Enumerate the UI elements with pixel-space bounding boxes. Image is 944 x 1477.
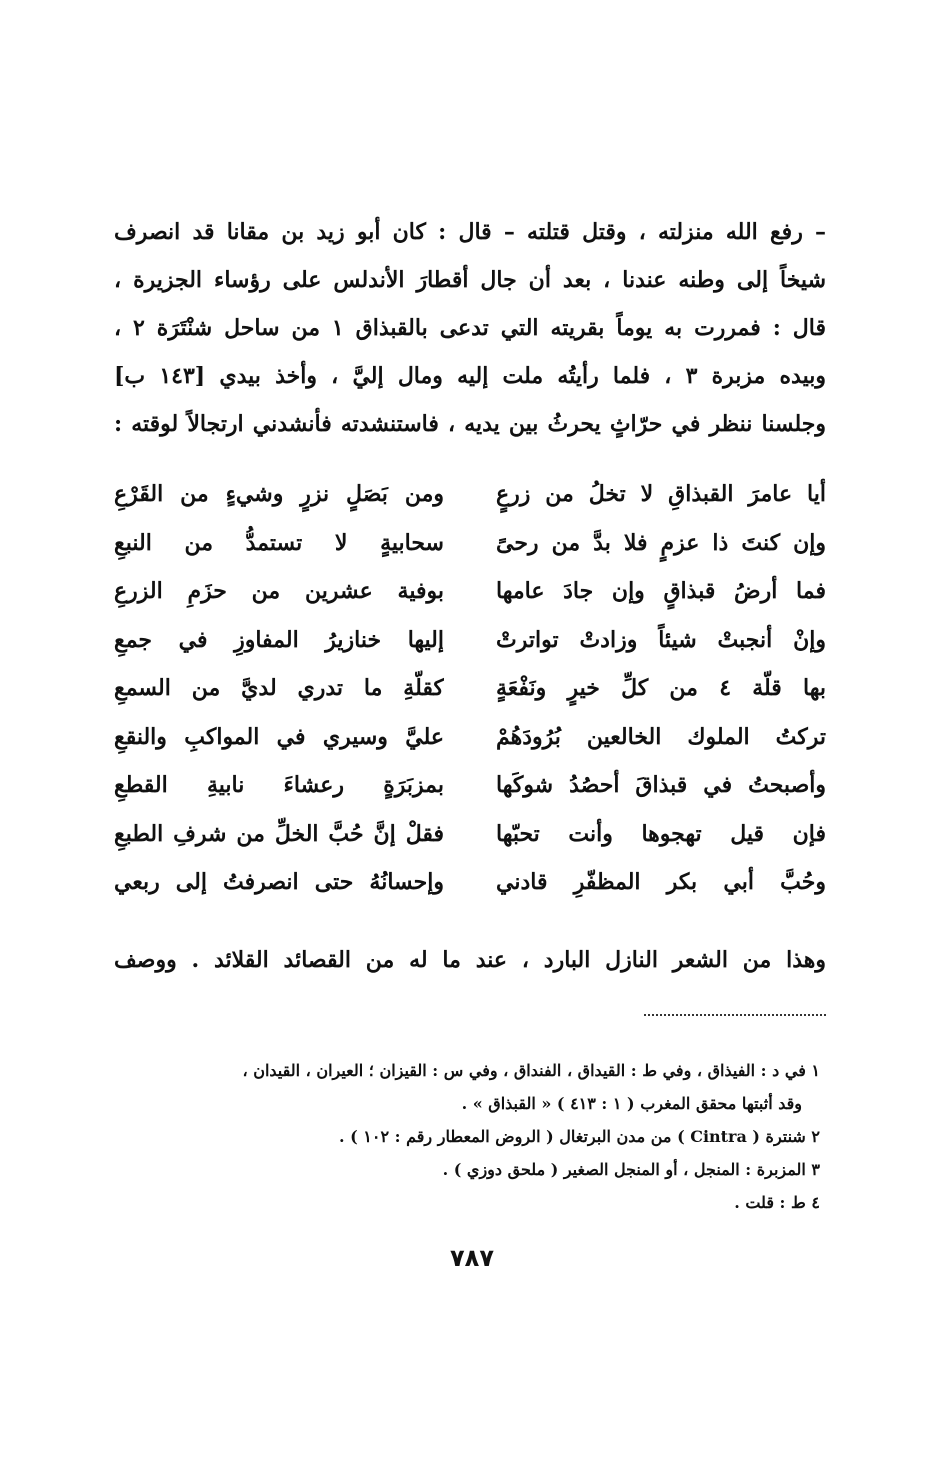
verse-first-hemistich: فما أرضُ قبذاقٍ وإن جادَ عامها xyxy=(496,578,826,605)
verse-second-hemistich: ومن بَصَلٍ نزرٍ وشيءٍ من القَرْعِ xyxy=(114,481,444,508)
prose-line: قال : فمررت به يوماً بقريته التي تدعى بالقبذاق ١ من ساحل شنْتَرَة ٢ ، xyxy=(114,315,826,341)
verse-first-hemistich: فإن قيل تهجوها وأنت تحبّها xyxy=(496,820,826,847)
verse-first-hemistich: وحُبَّ أبي بكر المظفّرِ قادني xyxy=(496,869,826,896)
verse-second-hemistich: وإحسانُهُ حتى انصرفتُ إلى ربعي xyxy=(114,869,444,896)
footnote-separator xyxy=(644,1014,826,1016)
footnote-2: ٢ شنترة ( Cintra ) من مدن البرتغال ( الروض المعطار رقم : ١٠٢ ) . xyxy=(339,1127,820,1146)
footnote-4: ٤ ط : قلت . xyxy=(734,1193,820,1212)
poem-verse xyxy=(114,470,826,519)
poem-verse xyxy=(114,616,826,665)
footnote-1-continuation: وقد أثبتها محقق المغرب ( ١ : ٤١٣ ) « القبذاق » . xyxy=(461,1094,802,1113)
footnote-3: ٣ المزبرة : المنجل ، أو المنجل الصغير ( ملحق دوزي ) . xyxy=(442,1160,820,1179)
prose-line: وبيده مزبرة ٣ ، فلما رأيتُه ملت إليه ومال إليَّ ، وأخذ بيدي [١٤٣ ب] xyxy=(114,363,826,389)
prose-line: شيخاً إلى وطنه عندنا ، بعد أن جال أقطارَ الأندلس على رؤساء الجزيرة ، xyxy=(114,267,826,293)
poem-verse xyxy=(114,761,826,810)
verse-second-hemistich: بوفية عشرين من حزَمِ الزرعِ xyxy=(114,578,444,605)
prose-line: وجلسنا ننظر في حرّاثٍ يحرثُ بين يديه ، فاستنشدته فأنشدني ارتجالاً لوقته : xyxy=(114,411,826,437)
footnotes xyxy=(114,1054,820,1219)
footnote-1: ١ في د : الفيذاق ، وفي ط : القيداق ، الفنداق ، وفي س : القيزان ؛ العيران ، القيدان ، xyxy=(242,1061,820,1080)
verse-first-hemistich: أيا عامرَ القبذاقِ لا تخلُ من زرعٍ xyxy=(496,481,826,508)
verse-first-hemistich: وإنْ أنجبتْ شيئاً وزادتْ تواترتْ xyxy=(496,626,826,653)
verse-second-hemistich: سحابيةٍ لا تستمدُّ من النبعِ xyxy=(114,529,444,556)
verse-first-hemistich: تركتُ الملوك الخالعين بُرُودَهُمْ xyxy=(496,723,826,750)
verse-second-hemistich: إليها خنازيرُ المفاوزِ في جمعِ xyxy=(114,626,444,653)
prose-paragraph xyxy=(114,208,826,448)
poem-verse xyxy=(114,567,826,616)
poem-verse xyxy=(114,519,826,568)
verse-second-hemistich: كقلّةِ ما تدري لديَّ من السمعِ xyxy=(114,675,444,702)
prose-line: – رفع الله منزلته ، وقتل قتلته – قال : كان أبو زيد بن مقانا قد انصرف xyxy=(114,219,826,245)
verse-first-hemistich: وأصبحتُ في قبذاقَ أحصُدُ شوكَها xyxy=(496,772,826,799)
poem-verse xyxy=(114,713,826,762)
closing-line: وهذا من الشعر النازل البارد ، عند ما له من القصائد القلائد . ووصف xyxy=(114,947,826,973)
poem-verse xyxy=(114,664,826,713)
poem xyxy=(114,470,826,907)
page-number: ٧٨٧ xyxy=(450,1244,494,1272)
verse-first-hemistich: وإن كنتَ ذا عزمٍ فلا بدَّ من رحىً xyxy=(496,529,826,556)
verse-first-hemistich: بها قلّة ٤ من كلِّ خيرٍ ونَفْعَةٍ xyxy=(496,675,826,702)
poem-verse xyxy=(114,858,826,907)
poem-verse xyxy=(114,810,826,859)
verse-second-hemistich: فقلْ إنَّ حُبَّ الخلِّ من شرفِ الطبعِ xyxy=(114,820,444,847)
verse-second-hemistich: بمزبَرَةٍ رعشاءَ نابيةِ القطعِ xyxy=(114,772,444,799)
verse-second-hemistich: عليَّ وسيري في المواكبِ والنقعِ xyxy=(114,723,444,750)
